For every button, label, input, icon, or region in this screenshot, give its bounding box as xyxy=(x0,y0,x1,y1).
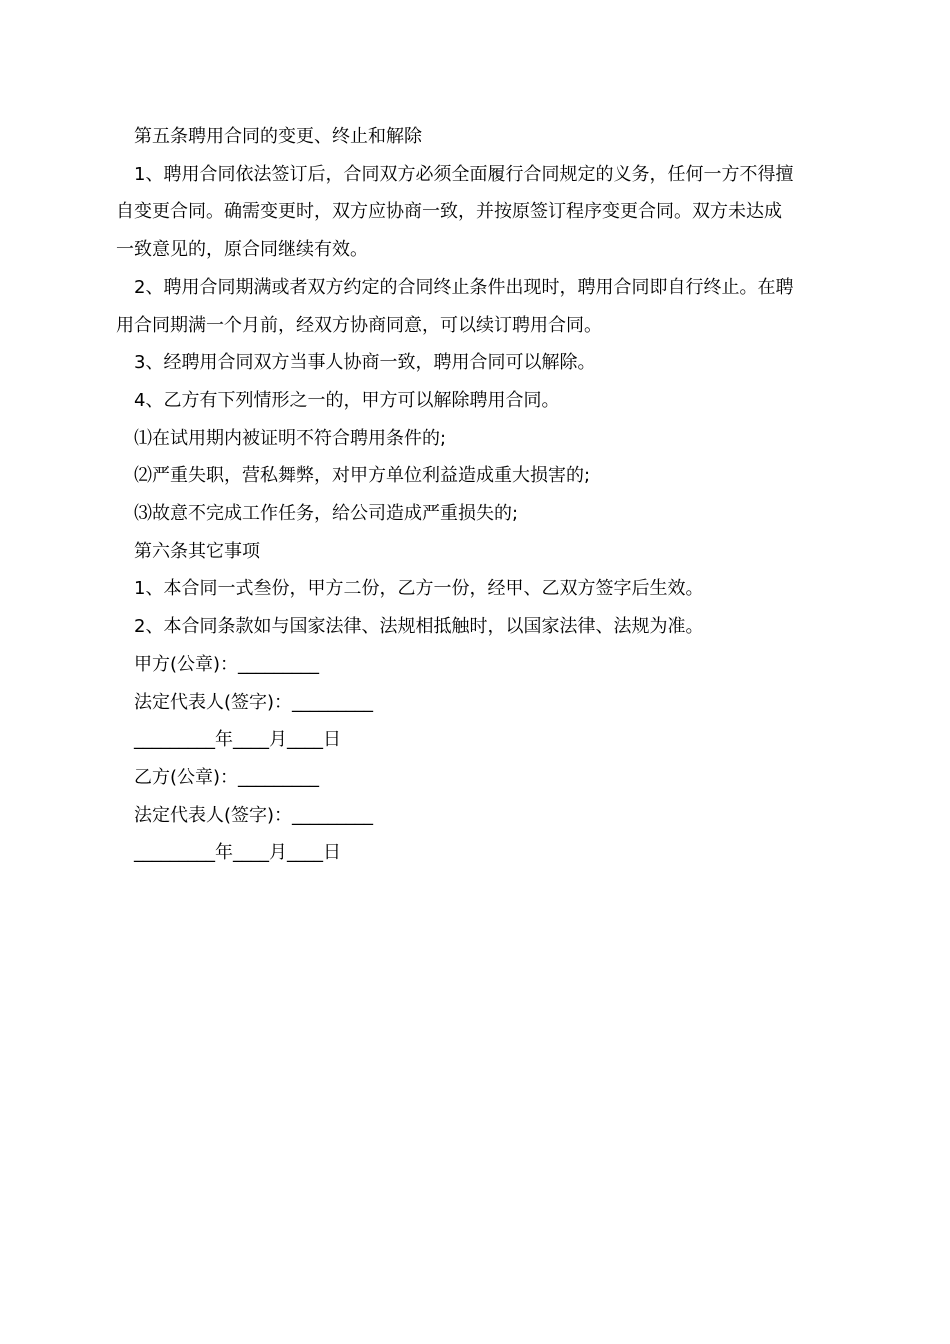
party-a-representative-line: 法定代表人(签字)：_________ xyxy=(134,691,374,713)
section5-subitem2: ⑵严重失职，营私舞弊，对甲方单位利益造成重大损害的; xyxy=(134,465,591,487)
section5-item1-line2: 自变更合同。确需变更时，双方应协商一致，并按原签订程序变更合同。双方未达成 xyxy=(116,201,782,223)
section5-item4: 4、乙方有下列情形之一的，甲方可以解除聘用合同。 xyxy=(134,389,560,411)
document-body xyxy=(116,118,836,872)
party-b-date-line: _________年____月____日 xyxy=(134,842,341,864)
section5-item1-line1: 1、聘用合同依法签订后，合同双方必须全面履行合同规定的义务，任何一方不得擅 xyxy=(134,163,794,185)
section6-heading: 第六条其它事项 xyxy=(134,540,260,562)
section6-item2: 2、本合同条款如与国家法律、法规相抵触时，以国家法律、法规为准。 xyxy=(134,616,704,638)
section5-item2-line2: 用合同期满一个月前，经双方协商同意，可以续订聘用合同。 xyxy=(116,314,602,336)
section5-item2-line1: 2、聘用合同期满或者双方约定的合同终止条件出现时，聘用合同即自行终止。在聘 xyxy=(134,276,794,298)
section5-subitem1: ⑴在试用期内被证明不符合聘用条件的; xyxy=(134,427,447,449)
party-a-date-line: _________年____月____日 xyxy=(134,729,341,751)
section5-subitem3: ⑶故意不完成工作任务，给公司造成严重损失的; xyxy=(134,503,519,525)
section5-item3: 3、经聘用合同双方当事人协商一致，聘用合同可以解除。 xyxy=(134,352,596,374)
party-b-seal-line: 乙方(公章)：_________ xyxy=(134,766,320,788)
section5-heading: 第五条聘用合同的变更、终止和解除 xyxy=(134,126,422,147)
section5-item1-line3: 一致意见的，原合同继续有效。 xyxy=(116,239,368,261)
section6-item1: 1、本合同一式叁份，甲方二份，乙方一份，经甲、乙双方签字后生效。 xyxy=(134,578,704,600)
party-b-representative-line: 法定代表人(签字)：_________ xyxy=(134,804,374,826)
party-a-seal-line: 甲方(公章)：_________ xyxy=(134,653,320,675)
